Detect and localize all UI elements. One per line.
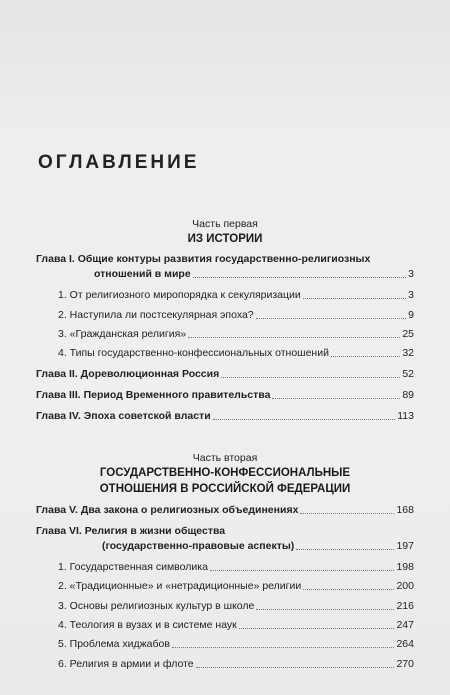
section-title: 1. Государственная символика <box>58 561 208 573</box>
section-page: 9 <box>408 309 414 321</box>
chapter-title: Глава III. Период Временного правительства <box>36 389 271 401</box>
leader-dots <box>221 377 400 378</box>
part2-title-line2: ОТНОШЕНИЯ В РОССИЙСКОЙ ФЕДЕРАЦИИ <box>99 483 351 495</box>
chapter6-title-line1: Глава VI. Религия в жизни общества <box>36 525 226 537</box>
toc-section <box>58 327 414 341</box>
chapter-title: Глава IV. Эпоха советской власти <box>36 410 211 422</box>
chapter-page: 113 <box>397 410 414 422</box>
leader-dots <box>300 513 394 514</box>
toc-section <box>58 308 414 322</box>
chapter-title: Глава II. Дореволюционная Россия <box>36 368 220 380</box>
chapter6-page: 197 <box>396 540 414 552</box>
section-title: 6. Религия в армии и флоте <box>58 658 194 670</box>
chapter1-title-line1: Глава I. Общие контуры развития государственно-религиозных <box>36 253 371 265</box>
section-page: 216 <box>396 600 414 612</box>
leader-dots <box>256 318 407 319</box>
section-title: 4. Теология в вузах и в системе наук <box>58 619 237 631</box>
chapter1-title-line2: отношений в мире <box>94 268 191 280</box>
leader-dots <box>303 589 394 590</box>
leader-dots <box>239 628 395 629</box>
toc-section <box>58 637 414 651</box>
toc-section <box>58 346 414 360</box>
chapter6-title-line2: (государственно-правовые аспекты) <box>102 540 295 552</box>
section-title: 2. Наступила ли постсекулярная эпоха? <box>58 309 254 321</box>
leader-dots <box>303 298 406 299</box>
section-title: 4. Типы государственно-конфессиональных отношений <box>58 347 329 359</box>
leader-dots <box>172 647 395 648</box>
toc-section <box>58 288 414 302</box>
toc-chapter <box>36 409 414 423</box>
chapter-title: Глава V. Два закона о религиозных объединениях <box>36 504 299 516</box>
toc-chapter <box>36 503 414 517</box>
section-page: 264 <box>396 638 414 650</box>
section-page: 198 <box>396 561 414 573</box>
chapter1-entry <box>94 267 414 281</box>
section-page: 200 <box>396 580 414 592</box>
chapter1-page: 3 <box>408 268 414 280</box>
chapter-page: 168 <box>396 504 414 516</box>
chapter6-entry <box>102 539 414 553</box>
section-page: 32 <box>402 347 414 359</box>
part1-label: Часть первая <box>192 218 258 230</box>
toc-section <box>58 579 414 593</box>
toc-section <box>58 560 414 574</box>
leader-dots <box>296 549 394 550</box>
page-title: ОГЛАВЛЕНИЕ <box>38 152 200 173</box>
section-page: 3 <box>408 289 414 301</box>
chapter-page: 52 <box>402 368 414 380</box>
section-title: 1. От религиозного миропорядка к секуляризации <box>58 289 301 301</box>
section-page: 270 <box>396 658 414 670</box>
leader-dots <box>213 419 396 420</box>
leader-dots <box>193 277 406 278</box>
leader-dots <box>272 398 400 399</box>
section-title: 3. «Гражданская религия» <box>58 328 187 340</box>
toc-chapter <box>36 367 414 381</box>
leader-dots <box>256 609 394 610</box>
chapter-page: 89 <box>402 389 414 401</box>
section-title: 3. Основы религиозных культур в школе <box>58 600 255 612</box>
part2-title-line1: ГОСУДАРСТВЕННО-КОНФЕССИОНАЛЬНЫЕ <box>99 467 351 479</box>
section-title: 5. Проблема хиджабов <box>58 638 170 650</box>
toc-chapter <box>36 388 414 402</box>
toc-section <box>58 657 414 671</box>
section-page: 25 <box>402 328 414 340</box>
leader-dots <box>196 667 395 668</box>
toc-section <box>58 618 414 632</box>
leader-dots <box>188 337 400 338</box>
toc-section <box>58 599 414 613</box>
part2-label: Часть вторая <box>192 452 258 464</box>
section-title: 2. «Традиционные» и «нетрадиционные» религии <box>58 580 302 592</box>
part1-title: ИЗ ИСТОРИИ <box>187 233 263 245</box>
leader-dots <box>210 570 395 571</box>
section-page: 247 <box>396 619 414 631</box>
leader-dots <box>331 356 400 357</box>
